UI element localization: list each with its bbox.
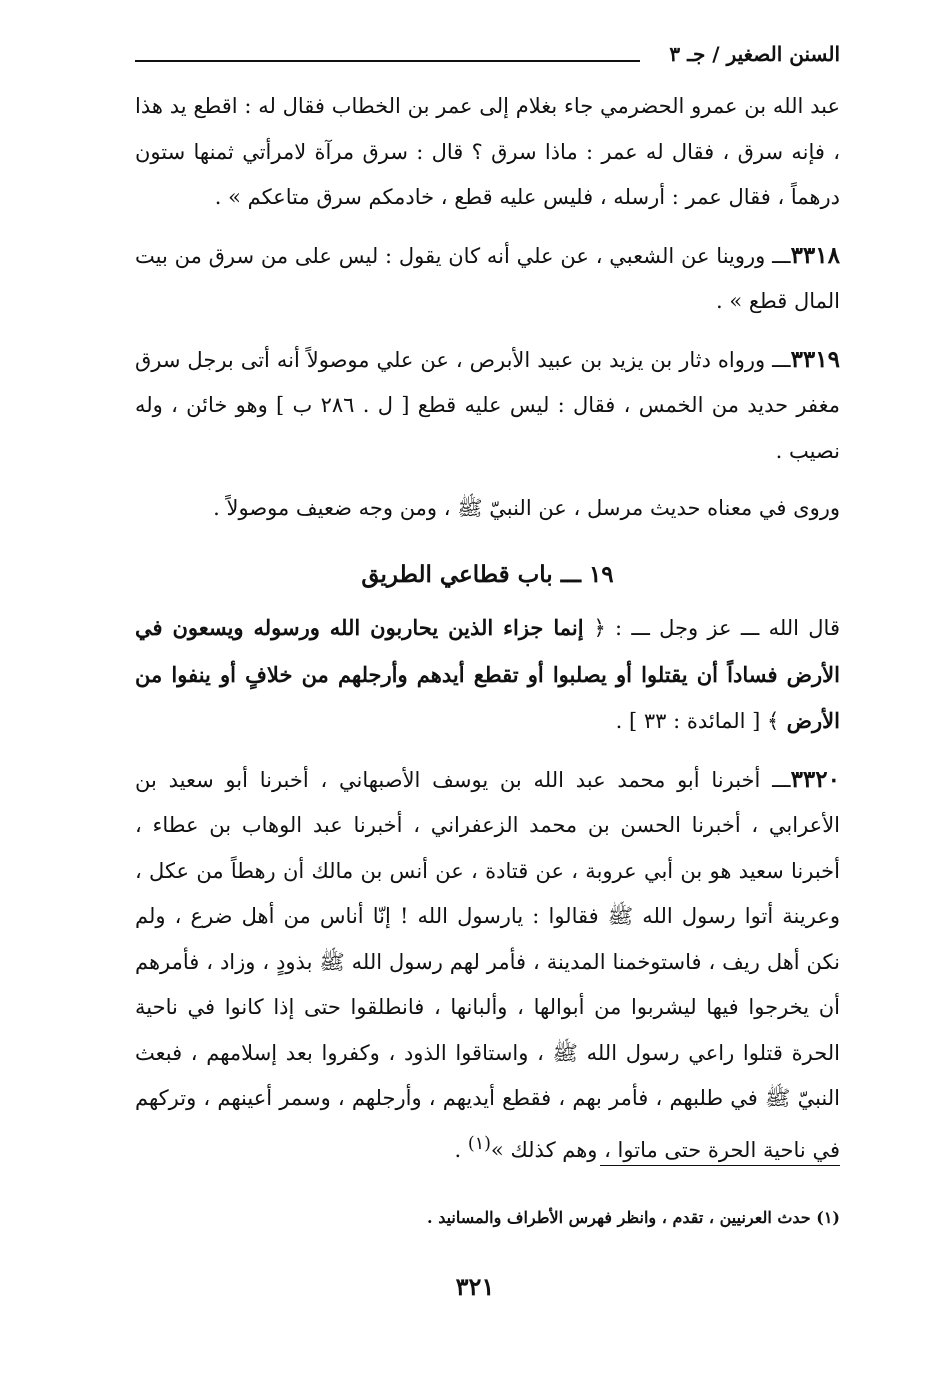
hadith-number: ٣٣٢٠ — [790, 765, 840, 793]
footnote: (١) حدث العرنيين ، تقدم ، وانظر فهرس الأطراف والمسانيد . — [427, 1208, 840, 1227]
running-header — [135, 38, 840, 68]
header-rule — [135, 60, 640, 62]
header-title: السنن الصغير / جـ ٣ — [669, 42, 840, 66]
hadith-end: . — [454, 1137, 468, 1162]
verse-citation: ﴾ [ المائدة : ٣٣ ] . — [615, 709, 780, 733]
verse-intro: قال الله ـــ عز وجل ـــ : ﴿ — [593, 616, 840, 640]
footnote-marker: (١) — [467, 1133, 491, 1154]
page-number: ٣٢١ — [455, 1272, 495, 1301]
hadith-3319 — [135, 337, 840, 475]
hadith-3320 — [135, 757, 840, 1174]
hadith-text: ـــ أخبرنا أبو محمد عبد الله بن يوسف الأصبهاني ، أخبرنا أبو سعيد بن الأعرابي ، أخبرنا الحسن بن محمد الزعفراني ، أخبرنا عبد الوهاب بن عطاء ، أخبرنا سعيد هو بن أبي عروبة ، عن قتادة ، عن أنس بن مالك أن رهطاً من عكل ، وعرينة أتوا رسول الله ﷺ فقالوا : يارسول الله ! إنّا أناس من أهل ضرع ، ولم نكن أهل ريف ، فاستوخمنا المدينة ، فأمر لهم رسول الله ﷺ بذودٍ ، وزاد ، فأمرهم أن يخرجوا فيها ليشربوا من أبوالها ، وألبانها ، فانطلقوا حتى إذا كانوا في ناحية الحرة قتلوا راعي رسول الله ﷺ ، واستاقوا الذود ، وكفروا بعد إسلامهم ، فبعث النبيّ ﷺ في طلبهم ، فأمر بهم ، فقطع أيديهم ، وأرجلهم ، وسمر أعينهم ، وتركهم في ناحية الحرة حتى ماتوا ، وهم كذلك » — [135, 767, 840, 1162]
hadith-3318 — [135, 233, 840, 325]
hadith-text: ـــ ورواه دثار بن يزيد بن عبيد الأبرص ، عن علي موصولاً أنه أتى برجل سرق مغفر حديد من الخمس ، فقال : ليس عليه قطع [ ل . ٢٨٦ ب ] وهو خائن ، وله نصيب . — [135, 347, 840, 463]
section-heading: ١٩ ـــ باب قطاعي الطريق — [361, 560, 614, 588]
hadith-number: ٣٣١٩ — [790, 345, 840, 373]
hadith-number: ٣٣١٨ — [790, 241, 840, 269]
verse-text: إنما جزاء الذين يحاربون الله ورسوله ويسعون في الأرض فساداً أن يقتلوا أو يصلبوا أو تقطع أيدهم وأرجلهم من خلافٍ أو ينفوا من الأرض — [135, 615, 840, 733]
footnote-rule — [600, 1165, 840, 1166]
paragraph-narration: وروى في معناه حديث مرسل ، عن النبيّ ﷺ ، ومن وجه ضعيف موصولاً . — [213, 496, 840, 520]
quran-verse — [135, 605, 840, 745]
main-text — [135, 84, 840, 1173]
hadith-text: ـــ وروينا عن الشعبي ، عن علي أنه كان يقول : ليس على من سرق من بيت المال قطع » . — [135, 243, 840, 313]
paragraph-continuation: عبد الله بن عمرو الحضرمي جاء بغلام إلى عمر بن الخطاب فقال له : اقطع يد هذا ، فإنه سرق ، فقال له عمر : ماذا سرق ؟ قال : سرق مرآة لامرأتي ثمنها ستون درهماً ، فقال عمر : أرسله ، فليس عليه قطع ، خادمكم سرق متاعكم » . — [135, 94, 840, 209]
